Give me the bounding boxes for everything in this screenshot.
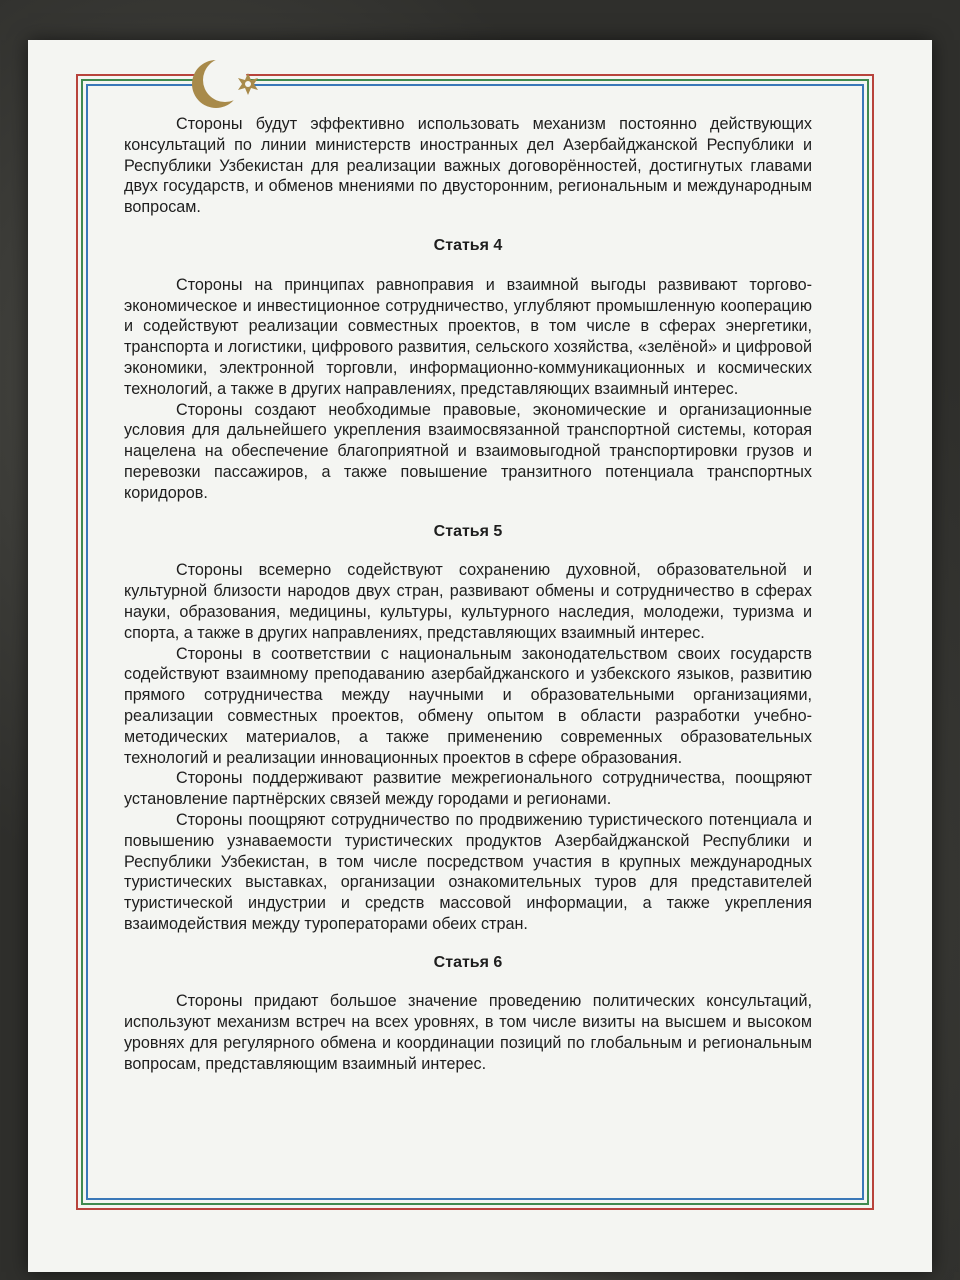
article-4-paragraph-1: Стороны на принципах равноправия и взаимной выгоды развивают торгово-экономическое и инвестиционное сотрудничество, углубляют промышленную кооперацию и содействуют реализации совместных проектов, в том числе в сферах энергетики, транспорта и логистики, цифрового развития, сельского хозяйства, «зелёной» и цифровой экономики, электронной торговли, информационно-коммуникационных и космических технологий, а также в других направлениях, представляющих взаимный интерес. [124,275,812,398]
article-6-heading: Статья 6 [433,953,503,971]
article-4-heading: Статья 4 [433,236,503,254]
intro-paragraph: Стороны будут эффективно использовать механизм постоянно действующих консультаций по линии министерств иностранных дел Азербайджанской Республики и Республики Узбекистан для реализации важных договорённостей, достигнутых главами двух государств, и обменов мнениями по двусторонним, региональным и международным вопросам. [124,115,812,217]
article-5-paragraph-3: Стороны поддерживают развитие межрегионального сотрудничества, поощряют установление партнёрских связей между городами и регионами. [124,769,812,809]
article-6-paragraph-1: Стороны придают большое значение проведению политических консультаций, используют механизм встреч на всех уровнях, в том числе визиты на высшем и высоком уровнях для регулярного обмена и координации позиций по глобальным и региональным вопросам, представляющим взаимный интерес. [124,992,812,1073]
article-5-paragraph-1: Стороны всемерно содействуют сохранению духовной, образовательной и культурной близости народов двух стран, развивают обмены и сотрудничество в сферах науки, образования, медицины, культуры, культурного наследия, молодежи, туризма и спорта, а также в других направлениях, представляющих взаимный интерес. [124,561,812,642]
document-page [28,40,932,1272]
article-4-paragraph-2: Стороны создают необходимые правовые, экономические и организационные условия для дальнейшего укрепления взаимосвязанной транспортной системы, которая нацелена на обеспечение благоприятной и взаимовыгодной транспортировки грузов и перевозки пассажиров, а также повышение транзитного потенциала транспортных коридоров. [124,400,812,502]
article-5-paragraph-2: Стороны в соответствии с национальным законодательством своих государств содействуют взаимному преподаванию азербайджанского и узбекского языков, развитию прямого сотрудничества между научными и образовательными организациями, реализации совместных проектов, обмену опытом в области разработки учебно-методических материалов, а также применению современных образовательных технологий и реализации инновационных проектов в сфере образования. [124,644,812,767]
document-body [124,114,812,1075]
article-5-paragraph-4: Стороны поощряют сотрудничество по продвижению туристического потенциала и повышению узнаваемости туристических продуктов Азербайджанской Республики и Республики Узбекистан, в том числе посредством участия в крупных международных туристических выставках, организации ознакомительных туров для представителей туристической индустрии и средств массовой информации, а также укрепления взаимодействия между туроператорами обеих стран. [124,810,812,933]
crescent-star-emblem-icon [188,52,278,112]
article-5-heading: Статья 5 [433,522,503,540]
